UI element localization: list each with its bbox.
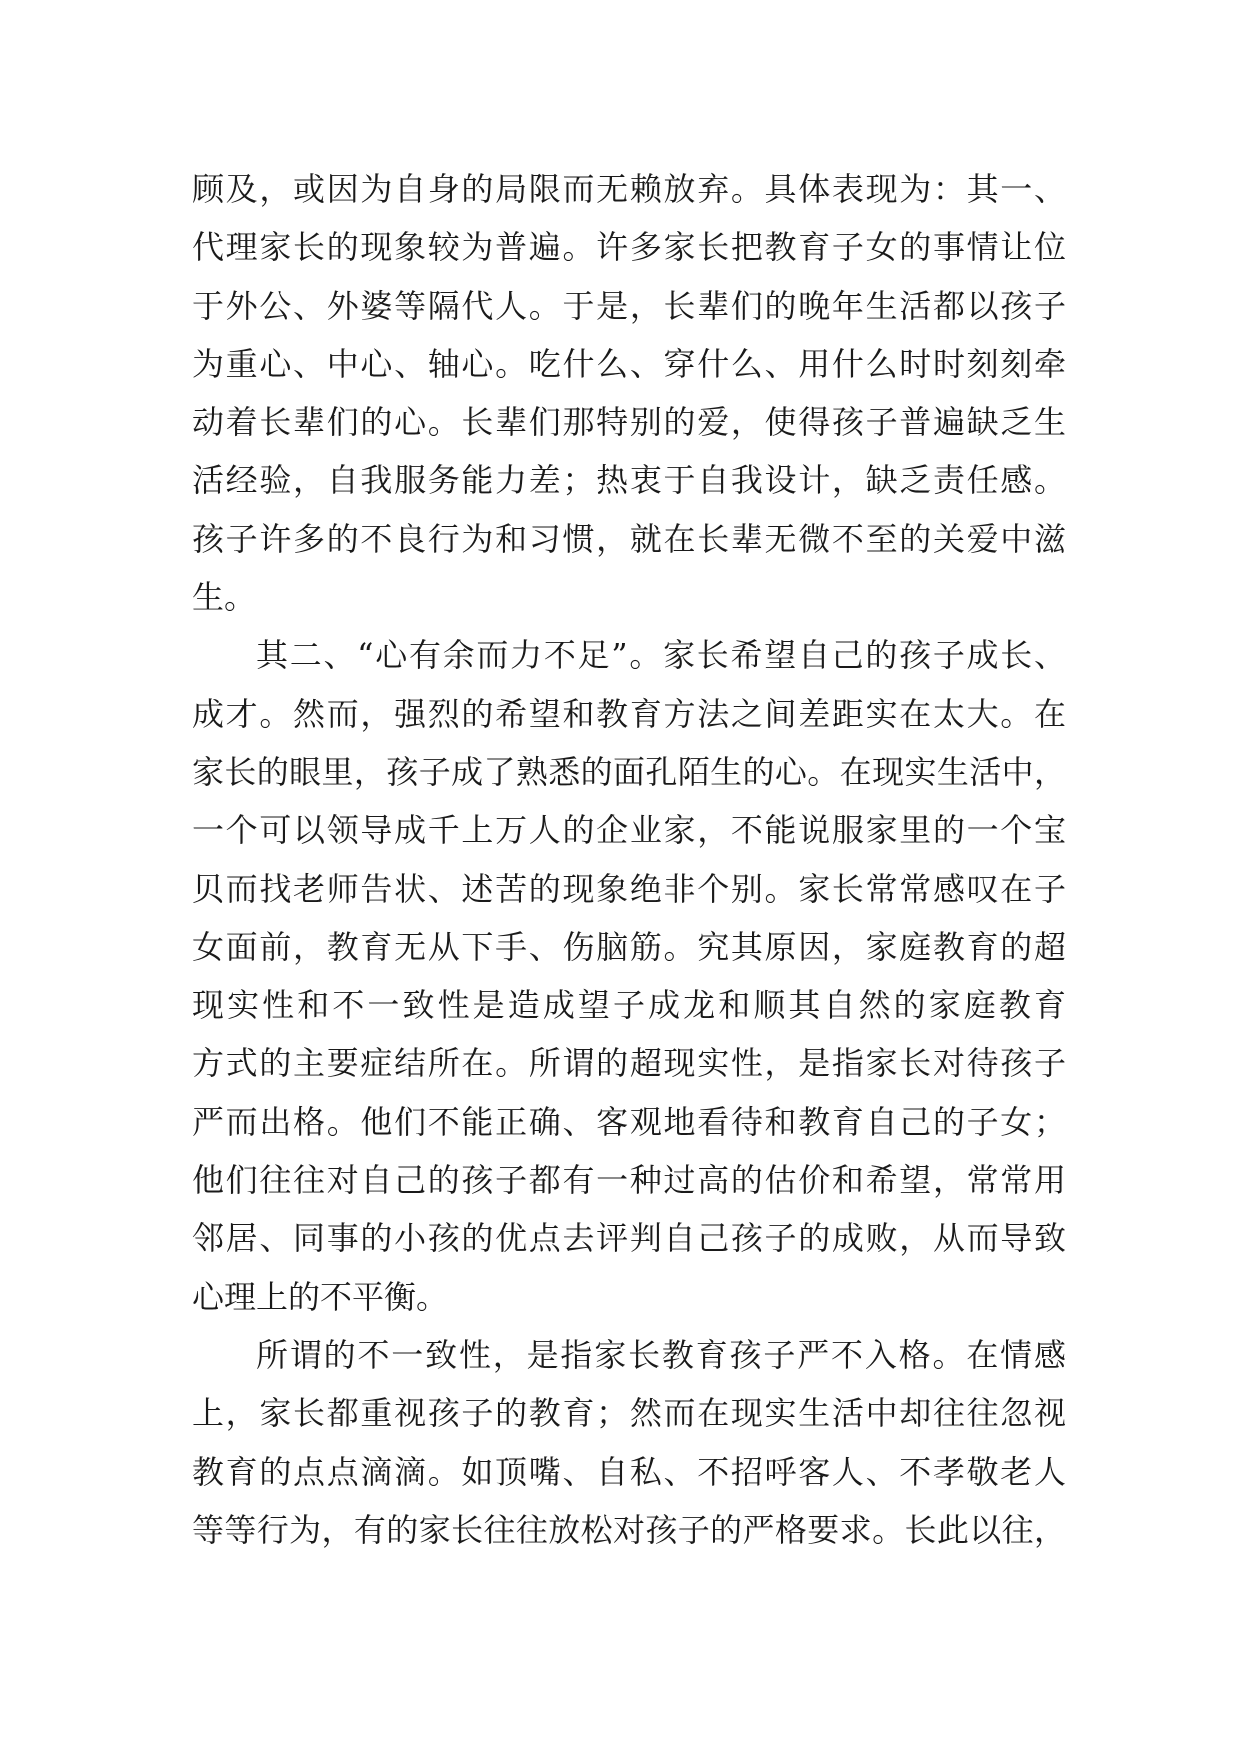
text-line: 于外公、外婆等隔代人。于是，长辈们的晚年生活都以孩子 — [192, 286, 1066, 325]
text-line: 生。 — [192, 578, 257, 617]
paragraph-start-line: 所谓的不一致性，是指家长教育孩子严不入格。在情感 — [256, 1335, 1066, 1374]
text-line: 活经验，自我服务能力差；热衷于自我设计，缺乏责任感。 — [192, 461, 1066, 500]
text-line: 邻居、同事的小孩的优点去评判自己孩子的成败，从而导致 — [192, 1219, 1066, 1258]
text-line: 一个可以领导成千上万人的企业家，不能说服家里的一个宝 — [192, 811, 1066, 850]
text-line: 孩子许多的不良行为和习惯，就在长辈无微不至的关爱中滋 — [192, 519, 1066, 558]
text-line: 顾及，或因为自身的局限而无赖放弃。具体表现为：其一、 — [192, 170, 1066, 208]
text-line: 贝而找老师告状、述苦的现象绝非个别。家长常常感叹在子 — [192, 869, 1066, 908]
text-line: 动着长辈们的心。长辈们那特别的爱，使得孩子普遍缺乏生 — [192, 403, 1066, 442]
text-line: 成才。然而，强烈的希望和教育方法之间差距实在太大。在 — [192, 694, 1066, 733]
body-text — [192, 160, 1066, 1559]
text-line: 现实性和不一致性是造成望子成龙和顺其自然的家庭教育 — [192, 986, 1066, 1025]
text-line: 上，家长都重视孩子的教育；然而在现实生活中却往往忽视 — [192, 1394, 1066, 1433]
text-line: 他们往往对自己的孩子都有一种过高的估价和希望，常常用 — [192, 1161, 1066, 1200]
text-line: 心理上的不平衡。 — [192, 1277, 449, 1316]
text-line: 为重心、中心、轴心。吃什么、穿什么、用什么时时刻刻牵 — [192, 344, 1066, 383]
text-line: 方式的主要症结所在。所谓的超现实性，是指家长对待孩子 — [192, 1044, 1066, 1083]
text-line: 教育的点点滴滴。如顶嘴、自私、不招呼客人、不孝敬老人 — [192, 1452, 1066, 1491]
text-line: 严而出格。他们不能正确、客观地看待和教育自己的子女； — [192, 1102, 1066, 1141]
paragraph-start-line: 其二、“心有余而力不足”。家长希望自己的孩子成长、 — [256, 636, 1066, 675]
text-line: 家长的眼里，孩子成了熟悉的面孔陌生的心。在现实生活中， — [192, 752, 1066, 791]
text-line: 代理家长的现象较为普遍。许多家长把教育子女的事情让位 — [192, 228, 1066, 267]
text-line: 等等行为，有的家长往往放松对孩子的严格要求。长此以往， — [192, 1510, 1066, 1549]
text-line: 女面前，教育无从下手、伤脑筋。究其原因，家庭教育的超 — [192, 927, 1066, 966]
